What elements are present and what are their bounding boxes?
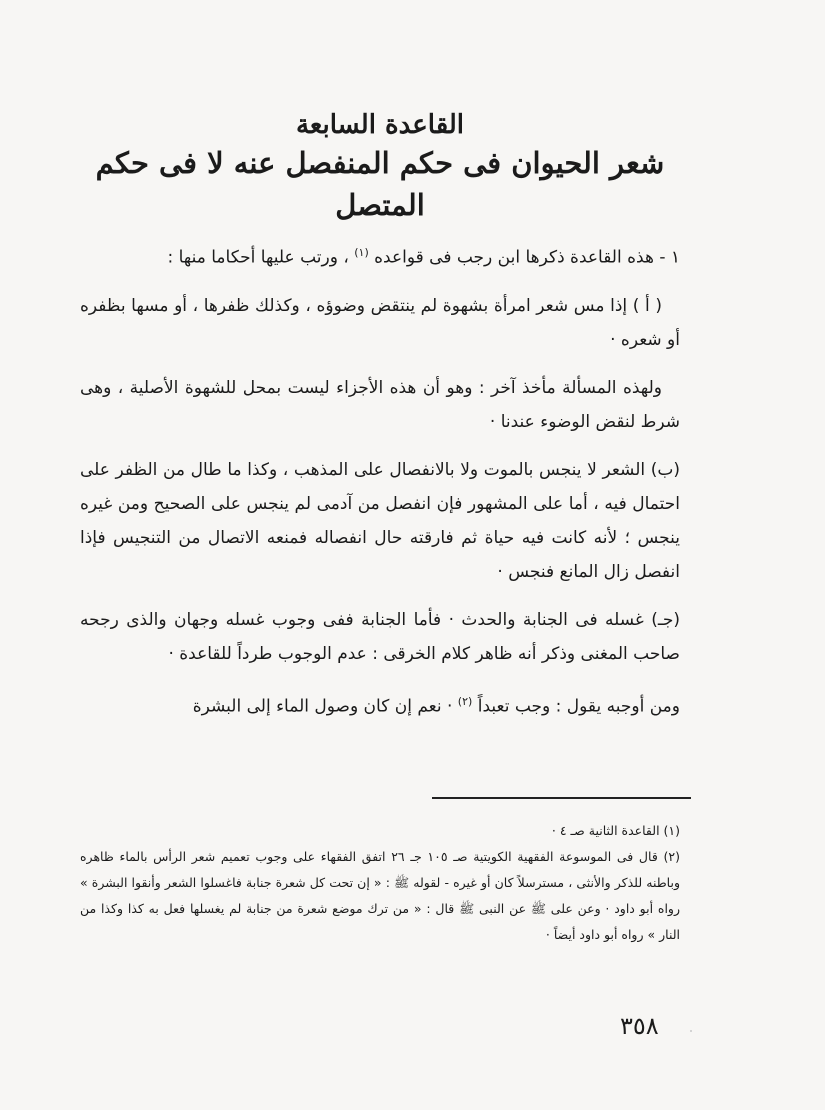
rule-title: القاعدة السابعة xyxy=(295,110,465,140)
paragraph-item-c xyxy=(80,603,680,671)
footnote-separator xyxy=(432,797,691,799)
paragraph-text: (ب) الشعر لا ينجس بالموت ولا بالانفصال على المذهب ، وكذا ما طال من الظفر على احتمال فيه ، أما على المشهور فإن انفصل من آدمى لم ينجس على الصحيح ومن غيره ينجس ؛ لأنه كانت فيه حياة ثم فارقته حال انفصاله فمنعه الاتصال من التنجيس فإذا انفصل زال المانع فنجس · xyxy=(80,459,680,582)
paragraph-intro xyxy=(80,236,680,275)
rule-subtitle: شعر الحيوان فى حكم المنفصل عنه لا فى حكم المتصل xyxy=(95,146,665,222)
page-body xyxy=(80,108,680,737)
paragraph-text: ١ - هذه القاعدة ذكرها ابن رجب فى قواعده xyxy=(374,247,680,268)
page-number: ٣٥٨ xyxy=(620,1012,659,1040)
paragraph-text: (جـ) غسله فى الجنابة والحدث · فأما الجنابة ففى وجوب غسله وجهان والذى رجحه صاحب المغنى وذكر أنه ظاهر كلام الخرقى : عدم الوجوب طرداً للقاعدة · xyxy=(80,609,680,664)
paragraph-item-b xyxy=(80,453,680,589)
paragraph-other-source xyxy=(80,371,680,439)
paragraph-text: ومن أوجبه يقول : وجب تعبداً xyxy=(477,696,680,717)
footnote-ref: (١) xyxy=(354,246,369,259)
footnote-2: (٢) قال فى الموسوعة الفقهية الكويتية صـ ١٠٥ جـ ٢٦ اتفق الفقهاء على وجوب تعميم شعر الرأس بالماء ظاهره وباطنه للذكر والأنثى ، مسترسلاً كان أو غيره - لقوله ﷺ : « إن تحت كل شعرة جنابة فاغسلوا الشعر وأنقوا البشرة » رواه أبو داود · وعن على ﷺ عن النبى ﷺ قال : « من ترك موضع شعرة من جنابة لم يغسلها فعل به كذا وكذا من النار » رواه أبو داود أيضاً · xyxy=(80,849,680,942)
paragraph-item-a xyxy=(80,289,680,357)
footnote-ref: (٢) xyxy=(457,694,473,708)
paragraph-text-cont: ، ورتب عليها أحكاما منها : xyxy=(167,247,349,268)
paragraph-text: ( أ ) إذا مس شعر امرأة بشهوة لم ينتقض وضوؤه ، وكذلك ظفرها ، أو مسها بظفره أو شعره · xyxy=(80,295,680,350)
scan-speck xyxy=(690,1030,692,1032)
paragraph-obligation xyxy=(80,685,680,724)
footnotes xyxy=(80,818,680,948)
paragraph-text: ولهذه المسألة مأخذ آخر : وهو أن هذه الأجزاء ليست بمحل للشهوة الأصلية ، وهى شرط لنقض الوضوء عندنا · xyxy=(80,377,680,432)
footnote-1: (١) القاعدة الثانية صـ ٤ · xyxy=(551,823,680,838)
paragraph-text-cont: · نعم إن كان وصول الماء إلى البشرة xyxy=(192,696,453,717)
